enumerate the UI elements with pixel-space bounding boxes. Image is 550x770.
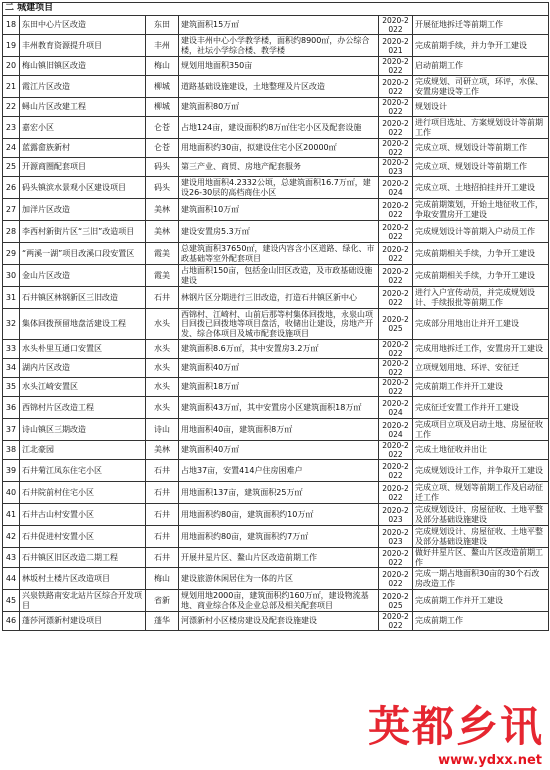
cell-project-name: 诗山镇区三期改造 [20,419,146,441]
table-row [3,57,549,76]
cell-project-years: 2020-2022 [379,199,413,221]
cell-project-years: 2020-2024 [379,419,413,441]
cell-project-content: 占地37亩，安置414户住房困难户 [179,460,379,482]
cell-town: 柳城 [146,76,179,98]
table-row [3,397,549,419]
cell-project-content: 道路基础设施建设，土地整理及片区改造 [179,76,379,98]
cell-annual-work: 完成用地拆迁工作，安置房开工建设 [413,340,549,359]
cell-project-content: 用地面积约80亩，建筑面积约7万㎡ [179,526,379,548]
cell-project-name: 石井院前村住宅小区 [20,482,146,504]
cell-project-content: 建筑面积43万㎡，其中安置房小区建筑面积18万㎡ [179,397,379,419]
cell-annual-work: 完成土地征收并出让 [413,441,549,460]
table-row [3,98,549,117]
cell-row-number: 42 [3,526,20,548]
cell-town: 仑苍 [146,117,179,139]
table-row [3,460,549,482]
cell-town: 丰州 [146,35,179,57]
table-row [3,504,549,526]
cell-project-years: 2020-2022 [379,265,413,287]
section-header-row [3,3,549,16]
cell-project-content: 用地面积137亩，建筑面积25万㎡ [179,482,379,504]
cell-row-number: 25 [3,158,20,177]
table-row [3,309,549,340]
cell-annual-work: 启动前期工作 [413,57,549,76]
table-row [3,76,549,98]
cell-project-content: 规划用地2000亩，建筑面积约160万㎡，建设物流基地、商业综合体及企业总部及相关配套项目 [179,590,379,612]
cell-row-number: 39 [3,460,20,482]
cell-row-number: 45 [3,590,20,612]
cell-row-number: 33 [3,340,20,359]
watermark-url: www.ydxx.net [438,753,542,768]
cell-project-name: 石井镇区旧区改造二期工程 [20,548,146,568]
cell-project-content: 用地面积约30亩，拟建设住宅小区20000㎡ [179,139,379,158]
cell-project-years: 2020-2025 [379,309,413,340]
cell-project-years: 2020-2022 [379,16,413,35]
cell-row-number: 29 [3,243,20,265]
table-row [3,568,549,590]
cell-project-name: 丰州教育资源提升项目 [20,35,146,57]
table-row [3,221,549,243]
cell-project-content: 总建筑面积37650㎡，建设内容含小区道路、绿化、市政基础等室外配套项目 [179,243,379,265]
cell-project-content: 建筑面积10万㎡ [179,199,379,221]
cell-row-number: 23 [3,117,20,139]
cell-town: 水头 [146,340,179,359]
cell-town: 东田 [146,16,179,35]
cell-row-number: 44 [3,568,20,590]
cell-annual-work: 完成前期相关手续，力争开工建设 [413,243,549,265]
table-row [3,287,549,309]
cell-row-number: 24 [3,139,20,158]
cell-project-content: 建设丰州中心小学教学楼，面积约8900㎡，办公综合楼，社坛小学综合楼、教学楼 [179,35,379,57]
cell-row-number: 43 [3,548,20,568]
cell-project-years: 2020-2021 [379,35,413,57]
table-row [3,199,549,221]
table-row [3,419,549,441]
cell-annual-work: 完成项目立项及启动土地、房屋征收工作 [413,419,549,441]
cell-annual-work: 完成前期手续，并力争开工建设 [413,35,549,57]
cell-project-name: 石井镇区林钢新区三旧改造 [20,287,146,309]
cell-project-name: 蟳山片区改建工程 [20,98,146,117]
cell-project-content: 建筑面积8.6万㎡，其中安置房3.2万㎡ [179,340,379,359]
cell-project-years: 2020-2022 [379,340,413,359]
cell-annual-work: 做好井星片区、鳌山片区改造前期工作 [413,548,549,568]
cell-project-content: 占地面积150亩，包括金山旧区改造，及市政基础设施建设 [179,265,379,287]
cell-row-number: 22 [3,98,20,117]
cell-town: 石井 [146,504,179,526]
table-row [3,548,549,568]
cell-annual-work: 完成立项、土地招拍挂并开工建设 [413,177,549,199]
cell-project-content: 建设用地面积4.2332公顷，总建筑面积16.7万㎡，建设26-30层的高档商住小区 [179,177,379,199]
cell-project-years: 2020-2025 [379,590,413,612]
cell-annual-work: 完成前期策划，开始土地征收工作，争取安置房开工建设 [413,199,549,221]
cell-town: 石井 [146,287,179,309]
cell-annual-work: 完成前期相关手续，力争开工建设 [413,265,549,287]
cell-project-content: 建设旅游休闲居住为一体的片区 [179,568,379,590]
cell-project-name: 湖内片区改造 [20,359,146,378]
cell-project-years: 2020-2023 [379,504,413,526]
cell-project-content: 建筑面积40万㎡ [179,441,379,460]
cell-project-content: 西锦村、江崎村、山前后那等村集体回拨地，永泉山项目回拨已回拨地等项目盘活，收储出让建设，房地产开发、综合体项目及城市配套设施项目 [179,309,379,340]
cell-project-name: 霞江片区改造 [20,76,146,98]
cell-town: 蓬华 [146,612,179,631]
cell-project-years: 2020-2022 [379,76,413,98]
cell-project-years: 2020-2022 [379,98,413,117]
cell-project-content: 建筑面积15万㎡ [179,16,379,35]
cell-project-years: 2020-2024 [379,177,413,199]
table-row [3,117,549,139]
cell-annual-work: 立项规划用地、环评、安征迁 [413,359,549,378]
cell-town: 美林 [146,199,179,221]
cell-project-years: 2020-2022 [379,568,413,590]
cell-annual-work: 进行项目选址、方案规划设计等前期工作 [413,117,549,139]
cell-project-years: 2020-2022 [379,117,413,139]
cell-project-years: 2020-2023 [379,526,413,548]
cell-annual-work: 完成规划、司研立项，环评，水保、安置房建设等工作 [413,76,549,98]
table-row [3,16,549,35]
cell-annual-work: 进行入户宣传动员，并完成规划设计、手续报批等前期工作 [413,287,549,309]
cell-project-name: 梅山镇旧镇区改造 [20,57,146,76]
cell-town: 石井 [146,548,179,568]
cell-town: 石井 [146,526,179,548]
table-row [3,265,549,287]
cell-project-name: 蓬莎河漂新村建设项目 [20,612,146,631]
table-row [3,35,549,57]
table-row [3,139,549,158]
watermark-logo-text: 英都乡讯 [367,702,544,751]
cell-annual-work: 完成前期工作并开工建设 [413,378,549,397]
cell-project-content: 规划用地面积350亩 [179,57,379,76]
cell-project-content: 第三产业、商贸、房地产配套服务 [179,158,379,177]
cell-town: 省新 [146,590,179,612]
cell-row-number: 36 [3,397,20,419]
cell-annual-work: 完成一期占地面积30亩的30个石改房改造工作 [413,568,549,590]
cell-project-name: 西锦村片区改造工程 [20,397,146,419]
cell-project-years: 2020-2022 [379,359,413,378]
cell-project-content: 建筑面积40万㎡ [179,359,379,378]
cell-project-name: 开源商圈配套项目 [20,158,146,177]
cell-project-content: 用地面积约80亩，建筑面积约10万㎡ [179,504,379,526]
cell-project-name: 东田中心片区改造 [20,16,146,35]
cell-annual-work: 完成规划设计、房屋征收、土地平整及部分基础设施建设 [413,504,549,526]
cell-project-years: 2020-2022 [379,441,413,460]
cell-row-number: 21 [3,76,20,98]
table-row [3,158,549,177]
project-table [2,2,549,631]
cell-row-number: 38 [3,441,20,460]
cell-row-number: 46 [3,612,20,631]
cell-project-name: 水头朴里互通口安置区 [20,340,146,359]
cell-project-name: 石井促进村安置小区 [20,526,146,548]
cell-annual-work: 完成部分用地出让并开工建设 [413,309,549,340]
cell-town: 水头 [146,378,179,397]
cell-project-name: 蓝露畲族新村 [20,139,146,158]
cell-project-years: 2020-2024 [379,397,413,419]
cell-annual-work: 规划设计 [413,98,549,117]
cell-project-content: 开展井星片区、鳌山片区改造前期工作 [179,548,379,568]
cell-row-number: 18 [3,16,20,35]
table-row [3,359,549,378]
cell-annual-work: 完成立项、规划等前期工作及启动征迁工作 [413,482,549,504]
cell-project-content: 用地面积40亩，建筑面积8万㎡ [179,419,379,441]
cell-project-name: 嘉宏小区 [20,117,146,139]
cell-project-name: 李西村新街片区“三旧”改造项目 [20,221,146,243]
cell-project-content: 建筑面积80万㎡ [179,98,379,117]
cell-row-number: 26 [3,177,20,199]
cell-project-years: 2020-2023 [379,158,413,177]
cell-town: 霞美 [146,265,179,287]
cell-project-name: 集体回拨预留地盘活建设工程 [20,309,146,340]
cell-project-years: 2020-2022 [379,243,413,265]
cell-town: 梅山 [146,57,179,76]
cell-project-name: 加洋片区改造 [20,199,146,221]
cell-project-name: 石井古山村安置小区 [20,504,146,526]
cell-town: 柳城 [146,98,179,117]
cell-project-content: 建设安置房5.3万㎡ [179,221,379,243]
table-row [3,612,549,631]
cell-row-number: 19 [3,35,20,57]
cell-row-number: 30 [3,265,20,287]
cell-row-number: 32 [3,309,20,340]
cell-project-name: 石井菊江凤东住宅小区 [20,460,146,482]
table-row [3,177,549,199]
cell-project-years: 2020-2022 [379,287,413,309]
cell-project-years: 2020-2022 [379,378,413,397]
cell-town: 码头 [146,177,179,199]
section-title: 二 城建项目 [3,3,549,16]
watermark [367,702,544,768]
cell-project-content: 建筑面积18万㎡ [179,378,379,397]
cell-row-number: 27 [3,199,20,221]
cell-row-number: 31 [3,287,20,309]
cell-row-number: 35 [3,378,20,397]
table-row [3,441,549,460]
cell-town: 水头 [146,397,179,419]
cell-town: 石井 [146,482,179,504]
cell-project-years: 2020-2022 [379,460,413,482]
cell-project-years: 2020-2022 [379,612,413,631]
cell-town: 霞美 [146,243,179,265]
cell-row-number: 40 [3,482,20,504]
cell-annual-work: 完成规划设计工作，并争取开工建设 [413,460,549,482]
cell-row-number: 34 [3,359,20,378]
cell-annual-work: 开展征地拆迁等前期工作 [413,16,549,35]
cell-project-name: “两溪一湖”项目改溪口段安置区 [20,243,146,265]
cell-town: 石井 [146,460,179,482]
cell-town: 仑苍 [146,139,179,158]
cell-project-years: 2020-2022 [379,482,413,504]
cell-town: 水头 [146,309,179,340]
cell-project-name: 江北豪园 [20,441,146,460]
cell-annual-work: 完成征迁安置工作并开工建设 [413,397,549,419]
cell-town: 美林 [146,221,179,243]
cell-project-name: 林坂村土楼片区改造项目 [20,568,146,590]
table-row [3,340,549,359]
table-row [3,590,549,612]
cell-row-number: 20 [3,57,20,76]
cell-project-name: 码头镇滨水景观小区建设项目 [20,177,146,199]
cell-row-number: 28 [3,221,20,243]
table-row [3,526,549,548]
cell-project-content: 林钢片区分期进行三旧改造，打造石井镇区新中心 [179,287,379,309]
cell-annual-work: 完成规划设计、房屋征收、土地平整及部分基础设施建设 [413,526,549,548]
cell-town: 诗山 [146,419,179,441]
cell-project-content: 占地124亩，建设面积约8万㎡住宅小区及配套设施 [179,117,379,139]
cell-annual-work: 完成立项、规划设计等前期工作 [413,158,549,177]
cell-row-number: 37 [3,419,20,441]
cell-project-years: 2020-2022 [379,221,413,243]
cell-project-name: 兴泉铁路南安北站片区综合开发项目 [20,590,146,612]
table-row [3,482,549,504]
cell-project-name: 水头江崎安置区 [20,378,146,397]
table-row [3,378,549,397]
cell-project-content: 河漂新村小区楼房建设及配套设施建设 [179,612,379,631]
cell-project-years: 2020-2022 [379,548,413,568]
cell-annual-work: 完成规划设计等前期入户动员工作 [413,221,549,243]
table-row [3,243,549,265]
cell-project-years: 2020-2022 [379,57,413,76]
cell-annual-work: 完成前期工作并开工建设 [413,590,549,612]
cell-town: 水头 [146,359,179,378]
cell-row-number: 41 [3,504,20,526]
cell-project-years: 2020-2022 [379,139,413,158]
cell-town: 梅山 [146,568,179,590]
cell-annual-work: 完成前期工作 [413,612,549,631]
cell-town: 码头 [146,158,179,177]
cell-annual-work: 完成立项、规划设计等前期工作 [413,139,549,158]
cell-project-name: 金山片区改造 [20,265,146,287]
cell-town: 美林 [146,441,179,460]
